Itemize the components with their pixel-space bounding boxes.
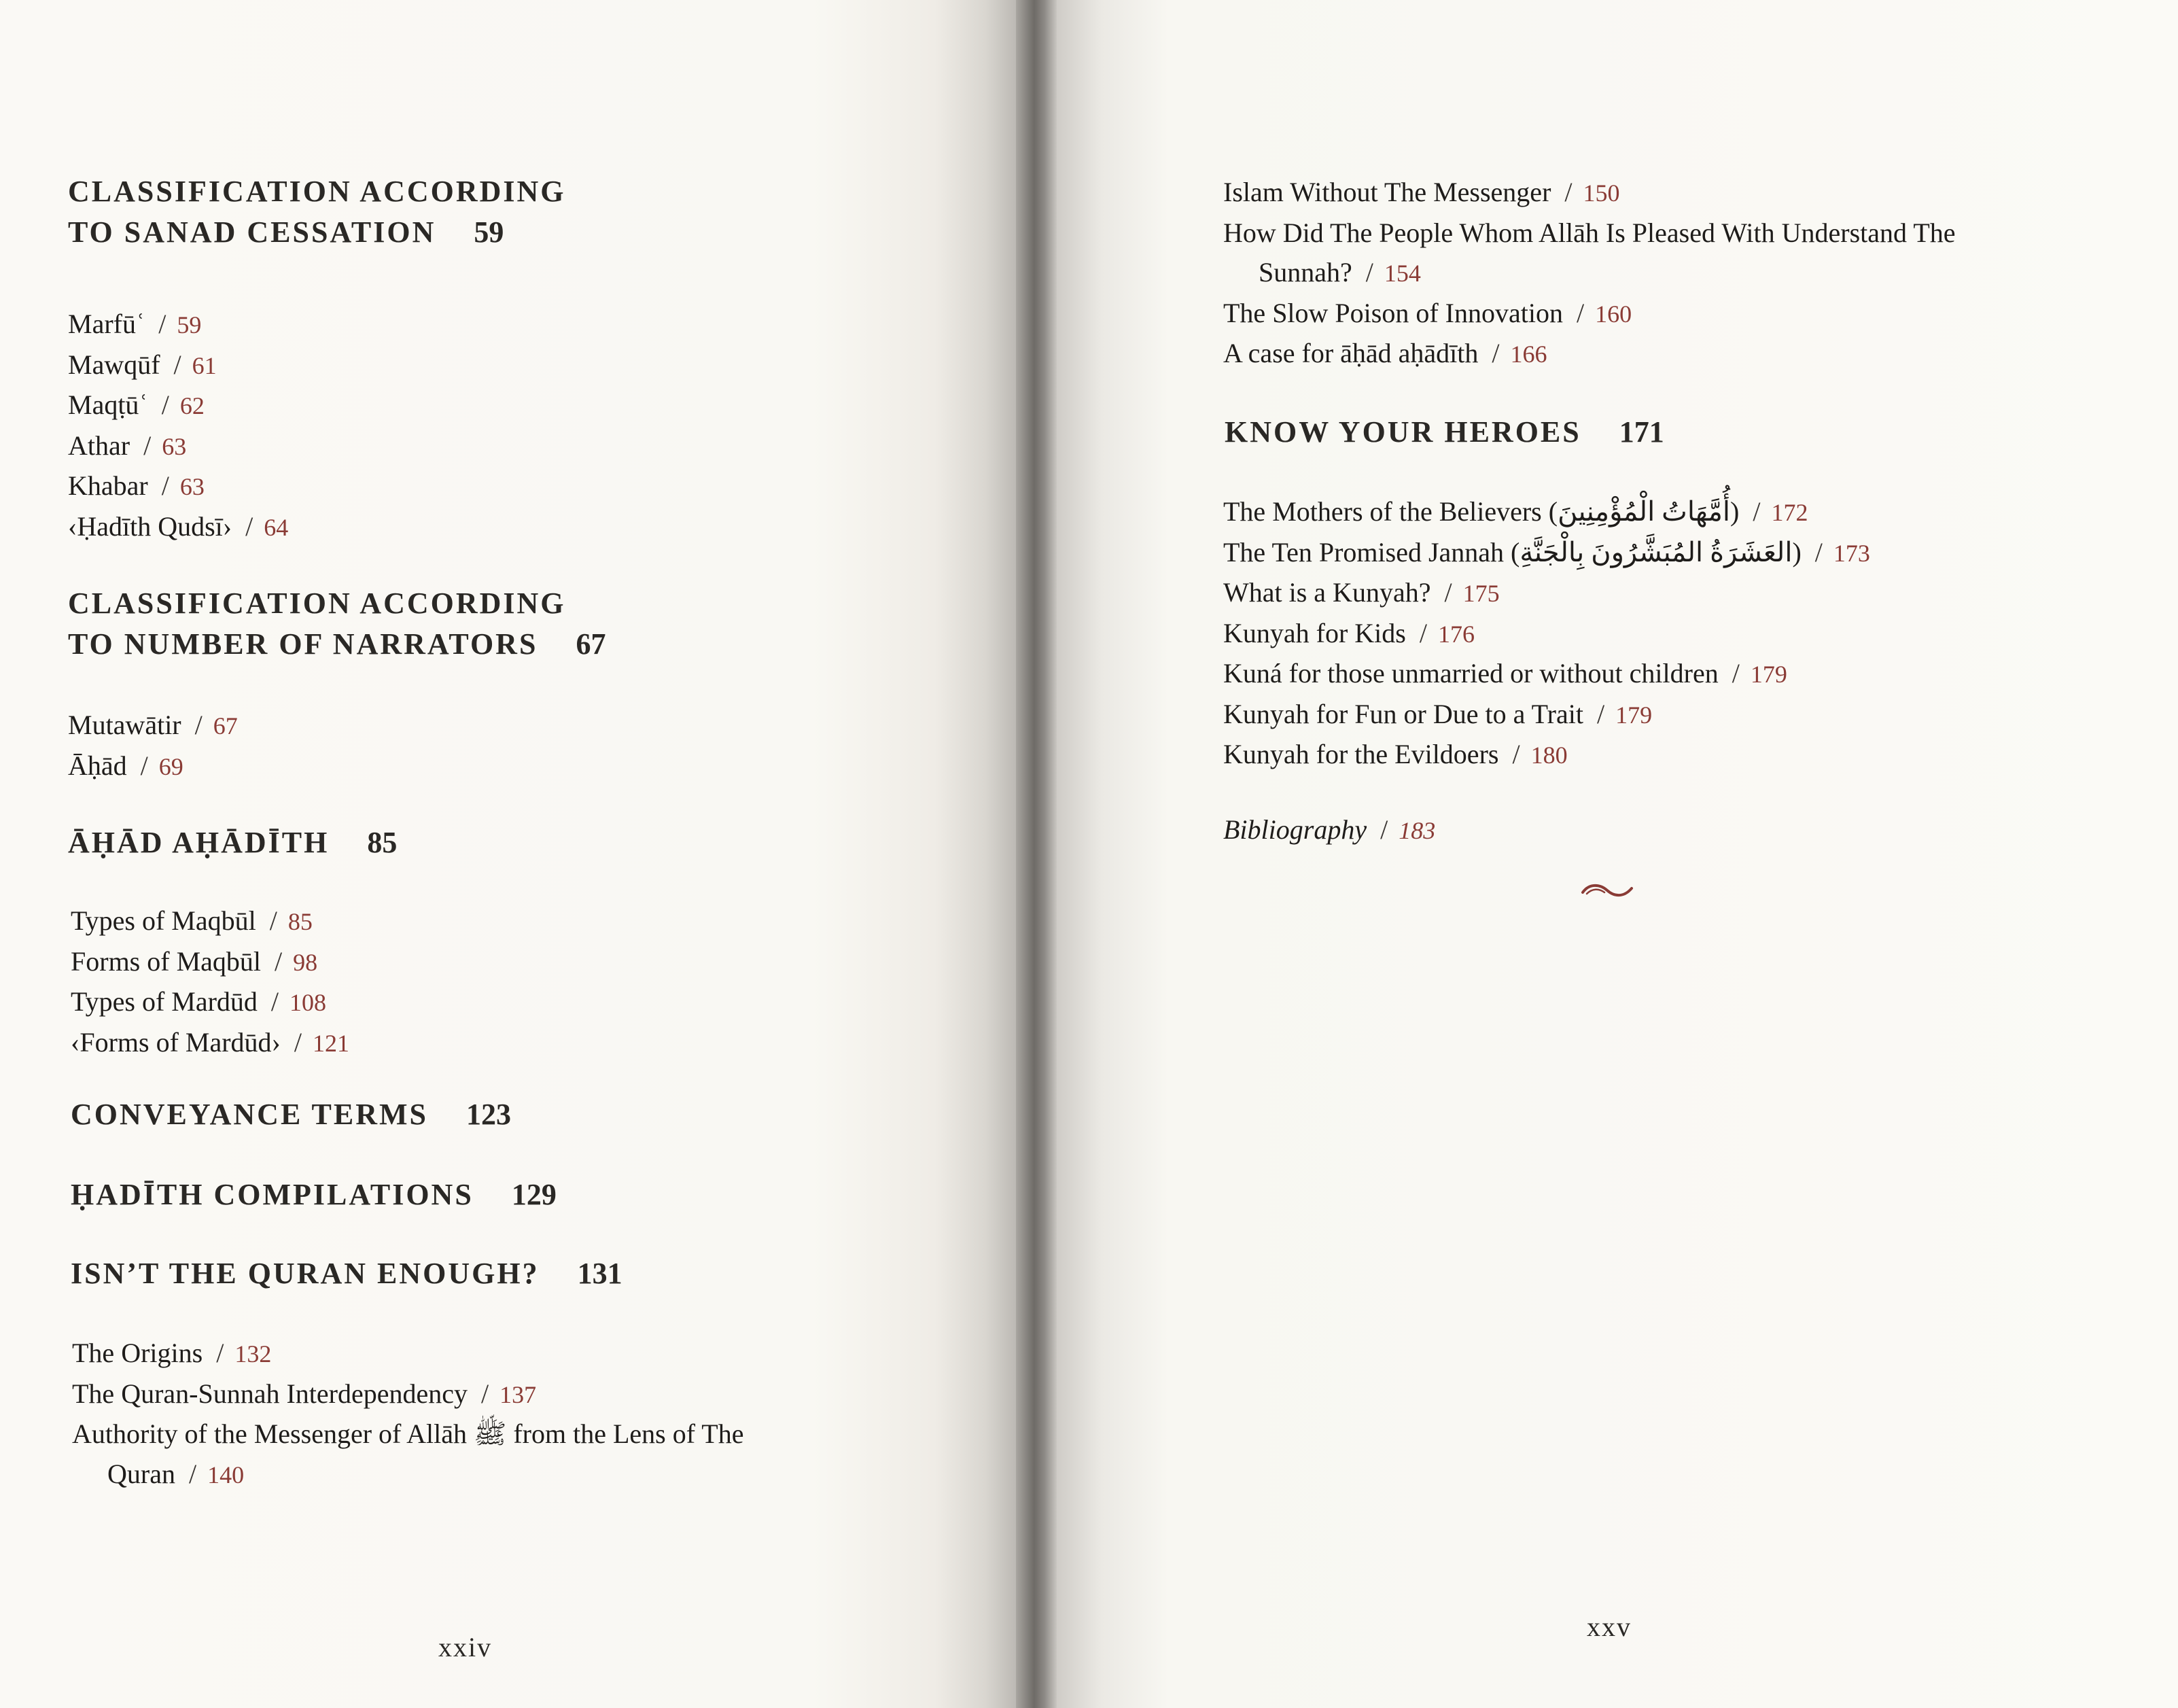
entry-list <box>1223 810 1435 851</box>
toc-entry[interactable] <box>1223 735 1870 775</box>
entry-title: The Mothers of the Believers (أُمَّهَاتُ الْمُؤْمِنِينَ) <box>1223 496 1740 527</box>
separator: / <box>158 309 166 339</box>
separator: / <box>1596 698 1605 729</box>
separator: / <box>1732 658 1740 689</box>
entry-page-number: 67 <box>213 712 238 739</box>
heading-line: CLASSIFICATION ACCORDING <box>68 587 566 620</box>
separator: / <box>270 986 279 1017</box>
toc-entry[interactable] <box>72 1334 744 1374</box>
section-heading <box>1225 412 1664 453</box>
entry-page-number: 132 <box>234 1340 272 1367</box>
entry-page-number: 63 <box>162 432 187 460</box>
toc-entry[interactable] <box>71 942 349 983</box>
section-heading <box>68 583 605 665</box>
separator: / <box>1380 814 1388 845</box>
toc-entry[interactable] <box>68 705 238 746</box>
toc-entry[interactable] <box>68 385 288 426</box>
toc-entry[interactable] <box>72 1374 744 1415</box>
heading-page-number: 59 <box>474 215 504 249</box>
entry-page-number: 179 <box>1750 661 1787 688</box>
entry-page-number: 154 <box>1384 260 1421 287</box>
entry-title: A case for āḥād aḥādīth <box>1223 338 1479 368</box>
separator: / <box>245 510 253 542</box>
entry-title: Sunnah? <box>1259 257 1352 287</box>
entry-page-number: 108 <box>289 989 327 1016</box>
entry-title: Athar <box>68 430 130 461</box>
toc-entry[interactable] <box>1223 573 1870 614</box>
swash-ornament-icon <box>1580 880 1634 901</box>
separator: / <box>173 349 181 380</box>
entry-page-number: 140 <box>207 1461 245 1488</box>
entry-page-number: 62 <box>179 392 205 419</box>
separator: / <box>1492 338 1500 368</box>
entry-title: Mutawātir <box>68 710 181 740</box>
section-heading <box>71 1094 511 1135</box>
entry-page-number: 63 <box>179 473 205 500</box>
entry-title: Kunyah for Kids <box>1223 617 1406 648</box>
entry-title: Islam Without The Messenger <box>1223 177 1551 207</box>
separator: / <box>143 430 152 461</box>
heading-line: KNOW YOUR HEROES <box>1225 415 1581 449</box>
entry-page-number: 121 <box>312 1029 349 1057</box>
toc-entry[interactable] <box>68 426 288 467</box>
separator: / <box>140 750 148 781</box>
entry-page-number: 150 <box>1583 179 1620 207</box>
entry-list <box>68 304 288 547</box>
heading-page-number: 123 <box>466 1098 511 1131</box>
entry-page-number: 180 <box>1530 742 1568 769</box>
toc-entry[interactable] <box>1223 334 1956 374</box>
toc-entry[interactable] <box>68 466 288 507</box>
toc-entry[interactable] <box>68 746 238 787</box>
heading-page-number: 129 <box>511 1178 557 1211</box>
separator: / <box>1564 177 1573 207</box>
toc-entry[interactable] <box>68 304 288 345</box>
entry-page-number: 98 <box>293 948 318 976</box>
toc-entry[interactable] <box>1223 695 1870 735</box>
entry-title: Khabar <box>68 470 148 501</box>
page-folio: xxiv <box>438 1632 493 1662</box>
separator: / <box>161 389 169 420</box>
toc-entry-bibliography[interactable] <box>1223 810 1435 851</box>
heading-line: ISN’T THE QURAN ENOUGH? <box>71 1257 540 1290</box>
entry-page-number: 137 <box>499 1380 537 1408</box>
entry-title: The Quran-Sunnah Interdependency <box>72 1378 468 1409</box>
entry-page-number: 59 <box>177 311 202 338</box>
entry-page-number: 160 <box>1595 300 1632 328</box>
separator: / <box>188 1458 197 1489</box>
toc-entry[interactable] <box>1223 492 1870 533</box>
separator: / <box>1814 536 1823 568</box>
entry-title: Kuná for those unmarried or without children <box>1223 658 1719 689</box>
entry-title: Authority of the Messenger of Allāh ﷺ from the Lens of The <box>72 1418 744 1449</box>
heading-line: CONVEYANCE TERMS <box>71 1098 428 1131</box>
heading-line: TO SANAD CESSATION <box>68 215 436 249</box>
entry-title: ‹Ḥadīth Qudsī› <box>68 510 232 542</box>
heading-page-number: 67 <box>576 627 606 661</box>
entry-title: Types of Mardūd <box>71 986 258 1017</box>
heading-page-number: 85 <box>367 826 398 859</box>
entry-title: The Origins <box>72 1338 203 1368</box>
book-gutter <box>1016 0 1057 1708</box>
entry-title: Āḥād <box>68 750 127 781</box>
entry-page-number: 175 <box>1462 580 1500 607</box>
entry-page-number: 176 <box>1437 620 1475 648</box>
separator: / <box>1753 496 1761 527</box>
entry-title: Marfūʿ <box>68 309 145 339</box>
entry-list <box>1223 173 1956 374</box>
entry-list <box>1223 492 1870 775</box>
entry-page-number: 64 <box>264 513 289 541</box>
entry-list <box>71 901 349 1063</box>
toc-entry[interactable] <box>71 982 349 1023</box>
separator: / <box>194 710 203 740</box>
separator: / <box>275 945 283 977</box>
section-heading <box>68 822 397 863</box>
toc-entry[interactable] <box>72 1414 744 1454</box>
toc-entry[interactable] <box>68 345 288 386</box>
toc-entry[interactable] <box>1223 533 1870 574</box>
toc-entry[interactable] <box>1223 654 1870 695</box>
entry-page-number: 173 <box>1833 539 1870 567</box>
entry-title: The Ten Promised Jannah (العَشَرَةُ المُبَشَّرُونَ بِالْجَنَّةِ) <box>1223 536 1802 568</box>
section-heading <box>68 171 566 253</box>
heading-line: ḤADĪTH COMPILATIONS <box>71 1178 474 1211</box>
entry-title: How Did The People Whom Allāh Is Pleased With Understand The <box>1223 217 1956 248</box>
entry-page-number: 172 <box>1771 499 1808 526</box>
entry-page-number: 183 <box>1399 817 1436 844</box>
heading-line: ĀḤĀD AḤĀDĪTH <box>68 826 330 859</box>
entry-title: The Slow Poison of Innovation <box>1223 297 1563 328</box>
entry-page-number: 179 <box>1615 701 1653 729</box>
entry-title: Forms of Maqbūl <box>71 945 261 977</box>
entry-page-number: 69 <box>158 752 183 780</box>
separator: / <box>1419 617 1427 648</box>
toc-entry[interactable] <box>68 507 288 548</box>
separator: / <box>161 470 169 501</box>
separator: / <box>1512 739 1520 769</box>
entry-page-number: 85 <box>287 908 313 935</box>
toc-entry[interactable] <box>71 1023 349 1064</box>
entry-title: Kunyah for Fun or Due to a Trait <box>1223 698 1583 729</box>
section-heading <box>71 1253 622 1294</box>
left-page <box>0 0 1016 1708</box>
entry-list <box>68 705 238 786</box>
toc-entry[interactable] <box>71 901 349 942</box>
entry-page-number: 61 <box>192 351 217 379</box>
heading-page-number: 171 <box>1619 415 1664 449</box>
separator: / <box>1444 577 1452 608</box>
toc-entry-continuation[interactable] <box>1223 253 1956 294</box>
separator: / <box>481 1378 489 1409</box>
heading-line: TO NUMBER OF NARRATORS <box>68 627 538 661</box>
entry-title: Types of Maqbūl <box>71 905 256 936</box>
page-folio: xxv <box>1587 1611 1632 1642</box>
separator: / <box>1576 297 1585 328</box>
toc-entry[interactable] <box>1223 294 1956 334</box>
separator: / <box>294 1026 302 1058</box>
entry-title: Kunyah for the Evildoers <box>1223 739 1499 769</box>
toc-entry[interactable] <box>1223 173 1956 213</box>
entry-title: What is a Kunyah? <box>1223 577 1431 608</box>
entry-page-number: 166 <box>1510 341 1547 368</box>
separator: / <box>216 1338 224 1368</box>
toc-entry[interactable] <box>1223 213 1956 254</box>
heading-page-number: 131 <box>577 1257 622 1290</box>
entry-list <box>72 1334 744 1495</box>
toc-entry-continuation[interactable] <box>72 1454 744 1495</box>
entry-title: ‹Forms of Mardūd› <box>71 1026 281 1058</box>
section-heading <box>71 1174 557 1215</box>
entry-title: Bibliography <box>1223 814 1367 845</box>
entry-title: Maqṭūʿ <box>68 389 148 420</box>
entry-title: Mawqūf <box>68 349 160 380</box>
toc-entry[interactable] <box>1223 614 1870 655</box>
heading-line: CLASSIFICATION ACCORDING <box>68 175 566 208</box>
entry-title: Quran <box>107 1458 175 1489</box>
separator: / <box>1365 257 1373 287</box>
separator: / <box>269 905 277 936</box>
